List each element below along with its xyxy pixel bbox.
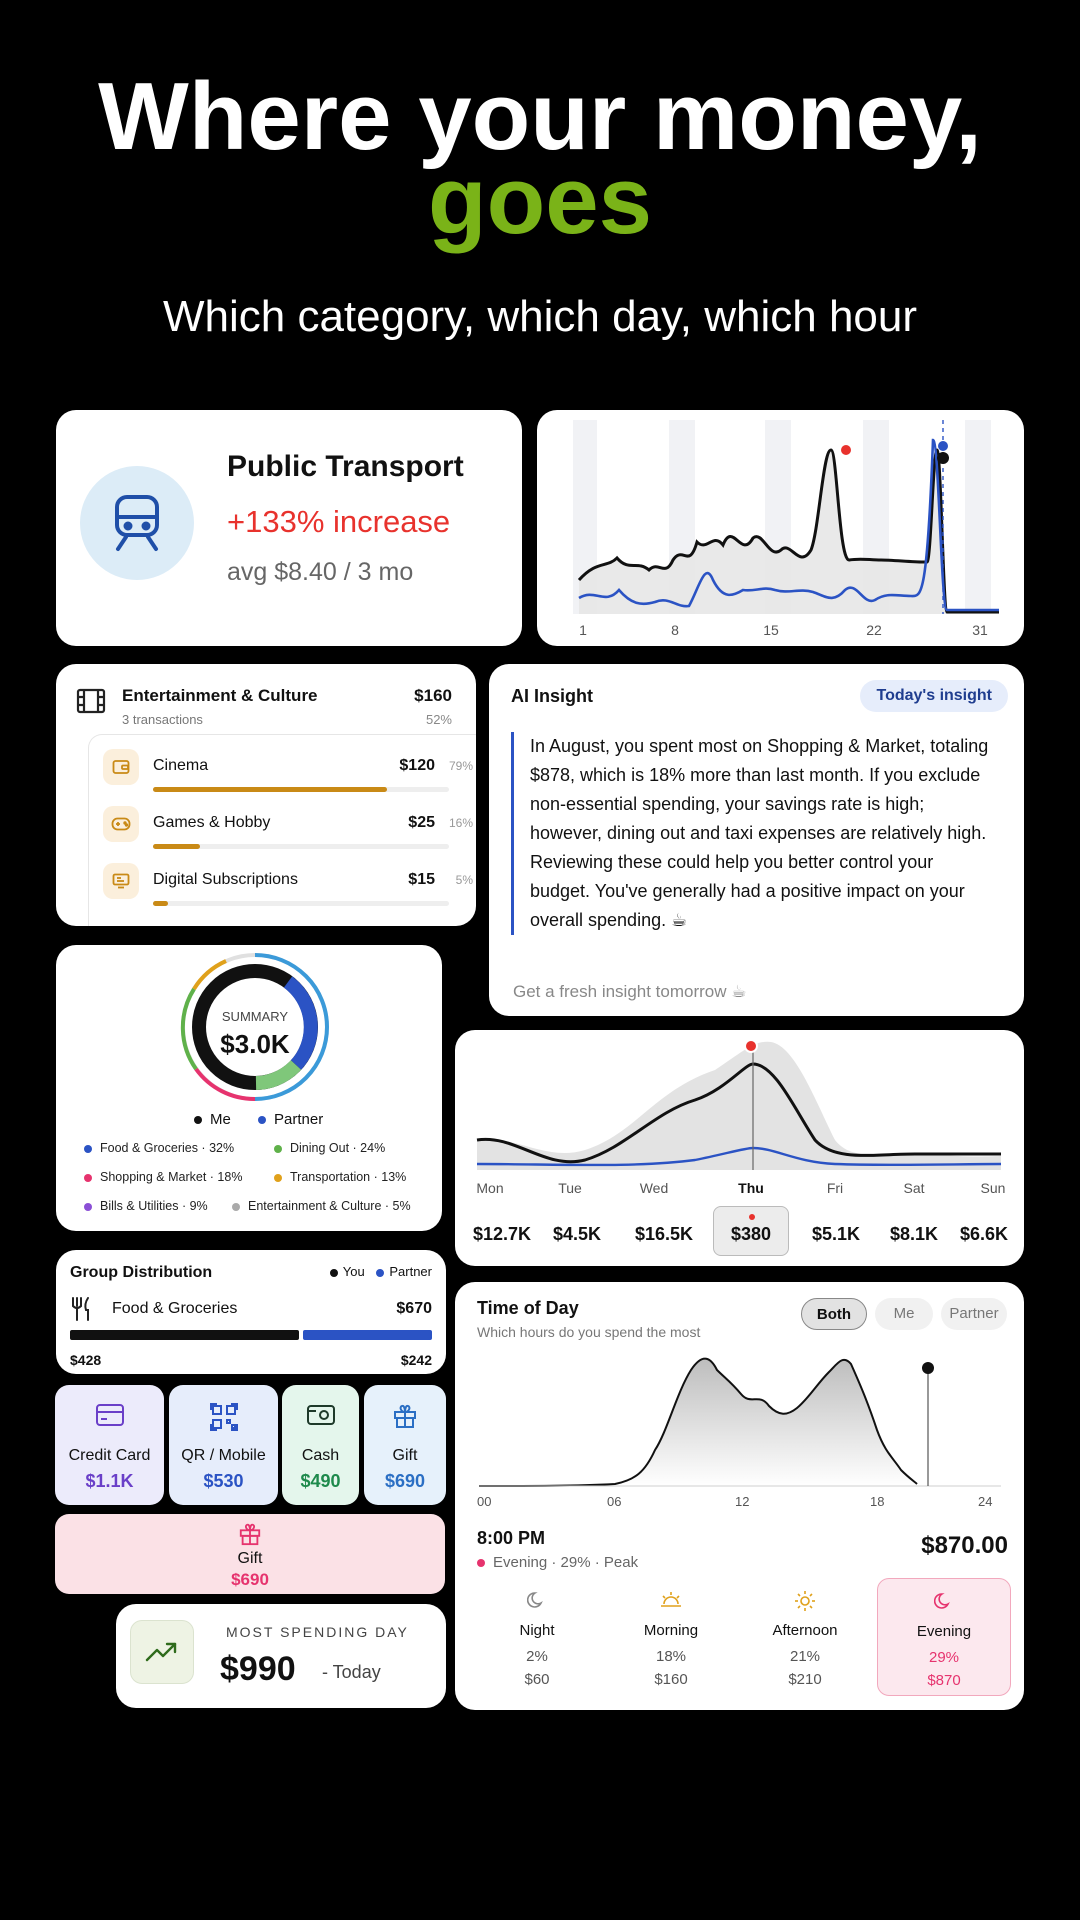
payment-tile-cash[interactable] — [282, 1385, 359, 1505]
period-pct: 18% — [655, 1648, 687, 1665]
monitor-icon — [103, 863, 139, 899]
payment-name: Gift — [392, 1447, 418, 1464]
time-of-day-title: Time of Day — [477, 1298, 579, 1318]
todays-insight-badge[interactable]: Today's insight — [860, 680, 1008, 712]
day-amount[interactable]: $16.5K — [635, 1224, 694, 1244]
period-value: $210 — [788, 1671, 822, 1688]
period-pct: 2% — [526, 1648, 548, 1665]
cursor-marker-partner — [938, 441, 948, 451]
hour-tick-label: 24 — [978, 1494, 993, 1509]
most-spending-day-card[interactable] — [116, 1604, 446, 1708]
day-label: Fri — [826, 1180, 844, 1196]
partner-amount: $242 — [400, 1352, 432, 1368]
filter-partner-button[interactable]: Partner — [941, 1298, 1007, 1330]
category-entertainment: Entertainment & Culture · 5% — [232, 1199, 411, 1213]
credit-card-icon — [55, 1403, 164, 1427]
gamepad-icon — [103, 806, 139, 842]
selected-time: 8:00 PM — [477, 1528, 546, 1548]
sunrise-icon — [605, 1590, 737, 1610]
list-item-pct: 79% — [448, 759, 473, 773]
monthly-chart-card[interactable] — [537, 410, 1024, 646]
wallet-icon — [103, 749, 139, 785]
transport-card[interactable] — [56, 410, 522, 646]
period-morning[interactable] — [605, 1578, 737, 1696]
category-shopping: Shopping & Market · 18% — [84, 1170, 242, 1184]
day-label: Sun — [980, 1180, 1006, 1196]
day-label: Mon — [476, 1180, 504, 1196]
entertainment-subtitle: 3 transactions — [122, 712, 203, 727]
trend-up-icon — [130, 1620, 194, 1684]
progress-bar — [153, 787, 449, 792]
period-evening[interactable] — [877, 1578, 1011, 1696]
gift-wide-tile[interactable] — [55, 1514, 445, 1594]
period-afternoon[interactable] — [739, 1578, 871, 1696]
day-amount[interactable]: $12.7K — [473, 1224, 532, 1244]
summary-donut-chart — [56, 945, 442, 1105]
category-transportation: Transportation · 13% — [274, 1170, 406, 1184]
entertainment-total: $160 — [414, 686, 452, 705]
day-amount[interactable]: $5.1K — [812, 1224, 861, 1244]
cash-icon — [282, 1403, 359, 1427]
category-dining: Dining Out · 24% — [274, 1141, 385, 1155]
list-item-name: Games & Hobby — [153, 814, 271, 831]
payment-value: $1.1K — [85, 1471, 134, 1491]
x-tick-label: 15 — [763, 622, 779, 638]
payment-name: QR / Mobile — [181, 1447, 266, 1464]
x-tick-label: 22 — [866, 622, 882, 638]
payment-name: Credit Card — [68, 1447, 151, 1464]
time-of-day-subtitle: Which hours do you spend the most — [477, 1324, 701, 1340]
list-item-amount: $25 — [408, 814, 435, 831]
payment-tile-qr-mobile[interactable] — [169, 1385, 278, 1505]
gift-icon — [364, 1403, 446, 1429]
payment-name: Cash — [301, 1447, 340, 1464]
time-of-day-area — [479, 1359, 917, 1486]
utensils-icon — [70, 1296, 92, 1327]
ai-insight-card — [489, 664, 1024, 1016]
group-category: Food & Groceries — [112, 1300, 238, 1317]
selected-day-dot — [749, 1214, 755, 1220]
payment-value: $690 — [384, 1471, 426, 1491]
entertainment-title: Entertainment & Culture — [122, 686, 318, 705]
list-item-name: Digital Subscriptions — [153, 871, 298, 888]
transport-average: avg $8.40 / 3 mo — [227, 558, 414, 586]
gift-wide-value: $690 — [231, 1570, 269, 1589]
qr-code-icon — [169, 1403, 278, 1431]
group-total: $670 — [396, 1300, 432, 1317]
split-bar — [70, 1330, 432, 1340]
train-icon — [80, 466, 194, 580]
legend-partner: Partner — [258, 1111, 323, 1128]
period-name: Morning — [643, 1622, 699, 1639]
entertainment-share: 52% — [425, 712, 452, 727]
selected-time-marker — [922, 1362, 934, 1374]
hero-title: Where your money, — [98, 63, 982, 170]
entertainment-list — [88, 734, 476, 926]
most-spending-value: $990 — [220, 1650, 296, 1688]
moon-icon — [878, 1591, 1010, 1611]
film-icon — [76, 688, 106, 719]
hero-subtitle: Which category, which day, which hour — [162, 292, 918, 341]
payment-tile-credit-card[interactable] — [55, 1385, 164, 1505]
category-food: Food & Groceries · 32% — [84, 1141, 234, 1155]
day-label: Tue — [558, 1180, 582, 1196]
period-value: $870 — [927, 1672, 961, 1689]
hour-tick-label: 12 — [735, 1494, 750, 1509]
chart-column-band — [965, 420, 991, 614]
day-amount[interactable]: $6.6K — [960, 1224, 1009, 1244]
filter-both-button[interactable]: Both — [801, 1298, 867, 1330]
group-legend: You Partner — [330, 1264, 432, 1279]
list-item-amount: $15 — [408, 871, 435, 888]
list-item-name: Cinema — [153, 757, 209, 774]
list-item-amount: $120 — [399, 757, 435, 774]
selected-day-marker — [745, 1040, 757, 1052]
entertainment-card[interactable] — [56, 664, 476, 926]
period-pct: 21% — [789, 1648, 821, 1665]
hour-tick-label: 00 — [477, 1494, 492, 1509]
x-tick-label: 8 — [671, 622, 679, 638]
day-amount[interactable]: $4.5K — [553, 1224, 602, 1244]
day-label: Sat — [903, 1180, 925, 1196]
cursor-marker-me — [937, 452, 949, 464]
summary-card[interactable] — [56, 945, 442, 1231]
list-item[interactable] — [103, 806, 473, 858]
split-bar-you — [70, 1330, 299, 1340]
filter-me-button[interactable]: Me — [875, 1298, 933, 1330]
x-tick-label: 31 — [972, 622, 988, 638]
x-tick-label: 1 — [579, 622, 587, 638]
group-distribution-card[interactable] — [56, 1250, 446, 1374]
list-item-pct: 5% — [455, 873, 473, 887]
progress-bar — [153, 844, 449, 849]
summary-value: $3.0K — [220, 1029, 290, 1059]
most-spending-suffix: - Today — [322, 1662, 381, 1682]
list-item-pct: 16% — [448, 816, 473, 830]
peak-marker — [841, 445, 851, 455]
gift-icon — [55, 1522, 445, 1546]
period-name: Evening — [916, 1623, 972, 1640]
sun-icon — [739, 1590, 871, 1612]
ai-insight-footer: Get a fresh insight tomorrow ☕ — [513, 982, 747, 1001]
period-night[interactable] — [471, 1578, 603, 1696]
monthly-line-chart — [537, 410, 1024, 646]
moon-icon — [471, 1590, 603, 1610]
payment-value: $490 — [300, 1471, 341, 1491]
transport-title: Public Transport — [227, 450, 464, 483]
list-item[interactable] — [103, 863, 473, 915]
most-spending-label: MOST SPENDING DAY — [226, 1624, 409, 1640]
ai-insight-body: In August, you spent most on Shopping & Market, totaling $878, which is 18% more than last month. If you exclude non-essential spending, your savings rate is high; however, dining out and taxi expenses are relatively high. Reviewing these could help you better control your budget. You've generally had a positive impact on your overall spending. ☕ — [511, 732, 997, 935]
list-item[interactable] — [103, 749, 473, 801]
period-name: Night — [519, 1622, 555, 1639]
gift-wide-name: Gift — [237, 1550, 263, 1567]
period-value: $60 — [524, 1671, 550, 1688]
progress-bar — [153, 901, 449, 906]
you-amount: $428 — [70, 1352, 102, 1368]
payment-value: $530 — [203, 1471, 244, 1491]
day-label: Thu — [738, 1180, 764, 1196]
payment-tile-gift[interactable] — [364, 1385, 446, 1505]
hour-tick-label: 18 — [870, 1494, 885, 1509]
time-of-day-card[interactable] — [455, 1282, 1024, 1710]
period-name: Afternoon — [772, 1622, 838, 1639]
hero-title-highlight: goes — [427, 147, 653, 254]
day-label: Wed — [639, 1180, 669, 1196]
weekly-chart-card[interactable] — [455, 1030, 1024, 1266]
ai-insight-title: AI Insight — [511, 686, 593, 706]
day-amount[interactable]: $8.1K — [890, 1224, 939, 1244]
day-amount[interactable]: $380 — [731, 1224, 772, 1244]
period-pct: 29% — [928, 1649, 960, 1666]
legend-me: Me — [194, 1111, 231, 1128]
category-bills: Bills & Utilities · 9% — [84, 1199, 208, 1213]
hour-tick-label: 06 — [607, 1494, 622, 1509]
selected-time-meta: Evening · 29% · Peak — [477, 1554, 638, 1571]
time-of-day-chart — [455, 1282, 1024, 1502]
period-value: $160 — [654, 1671, 688, 1688]
summary-label: SUMMARY — [221, 1009, 289, 1024]
group-title: Group Distribution — [70, 1264, 213, 1281]
transport-increase: +133% increase — [227, 504, 451, 539]
split-bar-partner — [303, 1330, 432, 1340]
selected-time-amount: $870.00 — [921, 1532, 1008, 1559]
weekly-line-chart — [455, 1030, 1024, 1210]
donut-segment-dining-inner — [256, 1065, 296, 1083]
